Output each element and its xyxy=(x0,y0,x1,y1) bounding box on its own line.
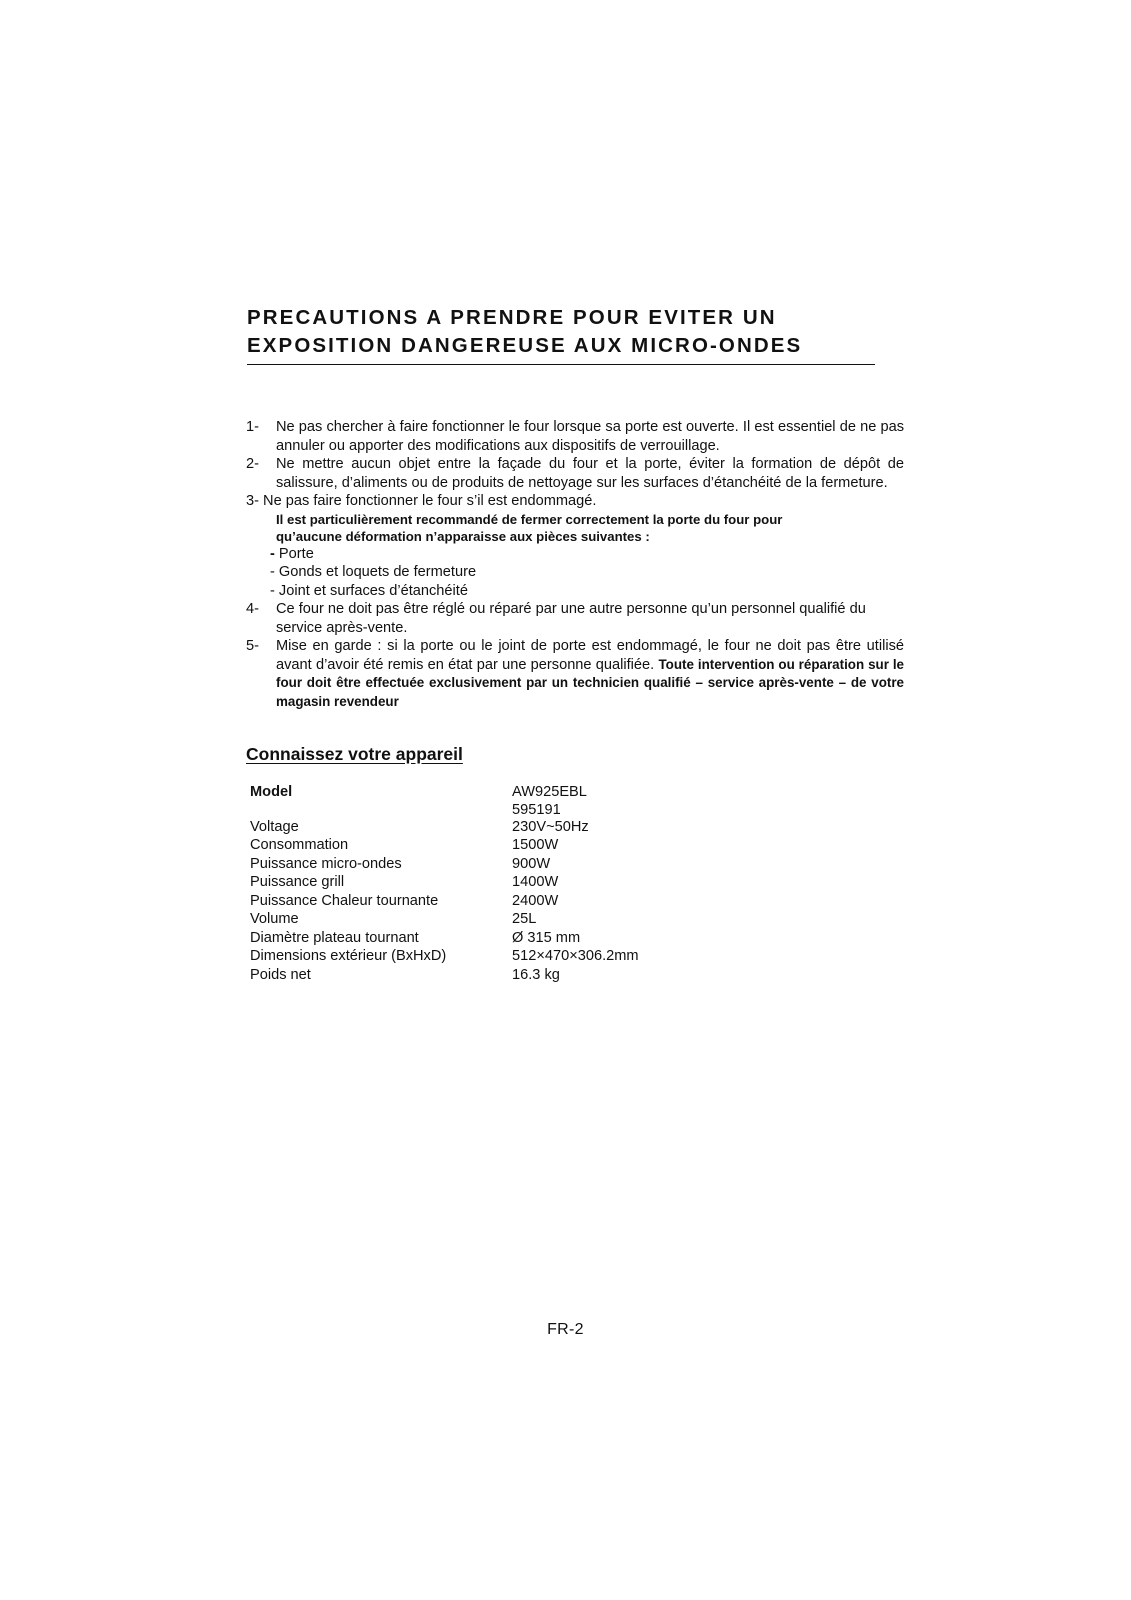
spec-label: Model xyxy=(250,784,293,800)
spec-value: Ø 315 mm xyxy=(512,929,581,946)
spec-row xyxy=(250,929,690,948)
item-text: Ne mettre aucun objet entre la façade du four et la porte, éviter la formation de dépôt de salissure, d’aliments ou de produits de nettoyage sur les surfaces d’étanchéité de la fermeture. xyxy=(276,456,904,491)
item-number: 4- xyxy=(246,601,259,617)
spec-label: Volume xyxy=(250,911,299,927)
precaution-item-3 xyxy=(246,492,904,511)
title-line-2: EXPOSITION DANGEREUSE AUX MICRO-ONDES xyxy=(247,334,803,357)
spec-label: Puissance micro-ondes xyxy=(250,855,402,872)
spec-value: 512×470×306.2mm xyxy=(512,948,639,964)
page-title xyxy=(247,304,875,365)
spec-rows xyxy=(250,818,690,985)
note-line-2: qu’aucune déformation n’apparaisse aux pièces suivantes : xyxy=(276,528,650,544)
spec-row xyxy=(250,910,690,929)
part-item xyxy=(246,545,904,564)
item-number: 5- xyxy=(246,638,259,654)
page-number: FR-2 xyxy=(547,1321,584,1338)
item-text: Ne pas faire fonctionner le four s’il est endommagé. xyxy=(263,493,597,509)
item-number: 1- xyxy=(246,419,259,435)
spec-label: Puissance grill xyxy=(250,874,345,890)
part-item xyxy=(246,563,904,582)
spec-value: 2400W xyxy=(512,892,559,909)
spec-value: 230V~50Hz xyxy=(512,818,589,835)
precaution-item-2 xyxy=(246,455,904,492)
section-heading: Connaissez votre appareil xyxy=(246,744,463,764)
precaution-item-1 xyxy=(246,418,904,455)
spec-value: 1500W xyxy=(512,837,559,853)
spec-value xyxy=(512,783,690,818)
spec-value: 25L xyxy=(512,911,537,927)
part-item xyxy=(246,582,904,601)
precautions-list xyxy=(246,418,904,711)
spec-row xyxy=(250,836,690,855)
spec-row xyxy=(250,873,690,892)
part-text: Joint et surfaces d’étanchéité xyxy=(274,582,468,599)
spec-row xyxy=(250,966,690,985)
spec-value: 1400W xyxy=(512,874,559,890)
spec-value: 900W xyxy=(512,855,551,872)
item-text: Ce four ne doit pas être réglé ou réparé par une autre personne qu’un personnel qualifié du service après-vente. xyxy=(276,601,866,636)
spec-label: Diamètre plateau tournant xyxy=(250,929,419,946)
part-text: Porte xyxy=(274,545,314,562)
spec-row-model xyxy=(250,783,690,818)
part-dash: - xyxy=(270,564,275,580)
precaution-note xyxy=(246,511,904,545)
model-code: 595191 xyxy=(512,801,561,818)
part-dash: - xyxy=(270,545,275,562)
spec-row xyxy=(250,892,690,911)
spec-row xyxy=(250,855,690,874)
spec-label: Consommation xyxy=(250,837,349,853)
title-line-1: PRECAUTIONS A PRENDRE POUR EVITER UN xyxy=(247,306,777,329)
spec-row xyxy=(250,947,690,966)
precaution-item-4 xyxy=(246,600,904,637)
spec-label: Dimensions extérieur (BxHxD) xyxy=(250,948,447,964)
precaution-item-5 xyxy=(246,637,904,711)
part-text: Gonds et loquets de fermeture xyxy=(274,564,477,580)
item-bold-text: Toute intervention ou réparation sur le four doit être effectuée exclusivement par un technicien qualifié – service après-vente – de votre magasin revendeur xyxy=(276,656,905,709)
spec-label: Voltage xyxy=(250,818,299,835)
item-text: Mise en garde : si la porte ou le joint de porte est endommagé, le four ne doit pas être utilisé avant d’avoir été remis en état par une personne qualifiée. xyxy=(276,638,904,673)
item-text: Ne pas chercher à faire fonctionner le four lorsque sa porte est ouverte. Il est essentiel de ne pas annuler ou apporter des modifications aux dispositifs de verrouillage. xyxy=(276,419,904,454)
specs-table xyxy=(250,783,690,984)
part-dash: - xyxy=(270,582,275,599)
spec-row xyxy=(250,818,690,837)
spec-label: Poids net xyxy=(250,966,311,983)
item-number: 2- xyxy=(246,456,259,472)
model-number: AW925EBL xyxy=(512,784,587,800)
spec-value: 16.3 kg xyxy=(512,966,560,983)
spec-label: Puissance Chaleur tournante xyxy=(250,892,439,909)
item-number: 3- xyxy=(246,493,259,509)
note-line-1: Il est particulièrement recommandé de fermer correctement la porte du four pour xyxy=(276,511,783,527)
